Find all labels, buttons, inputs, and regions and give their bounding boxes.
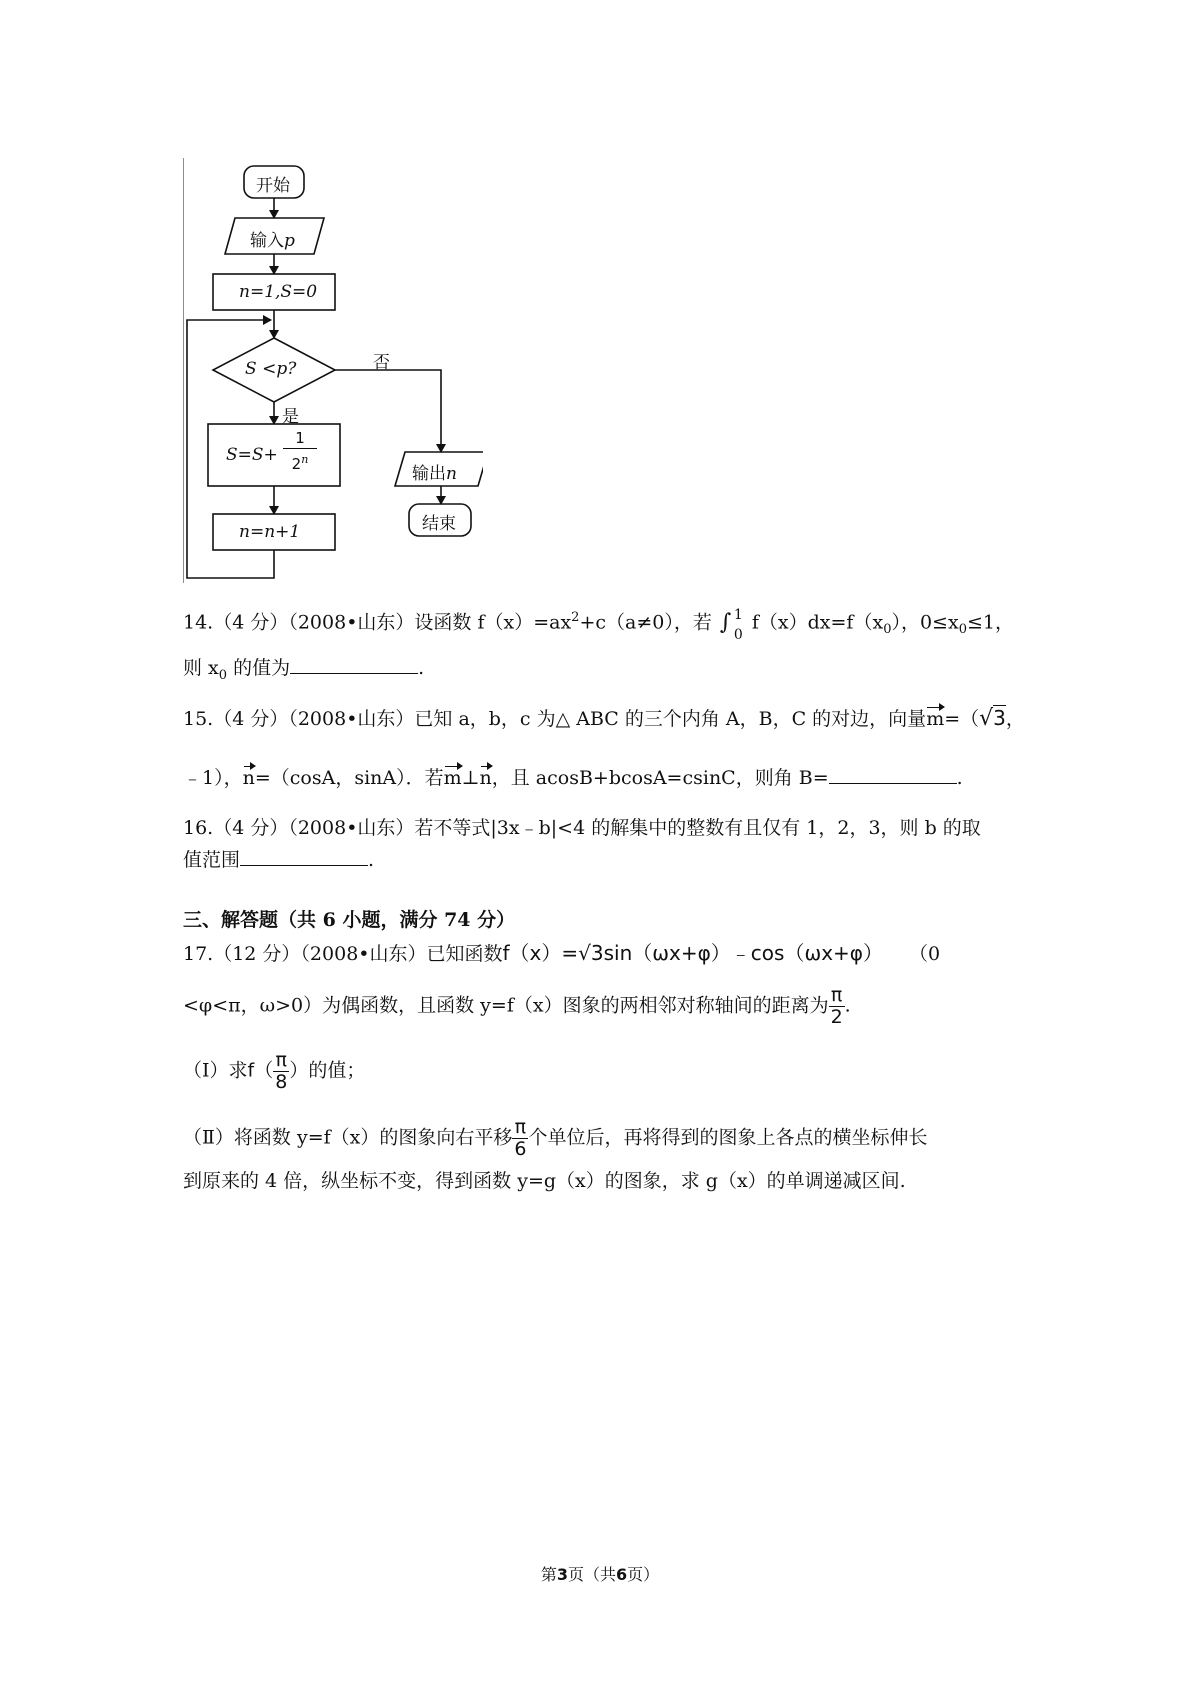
sqrt-arg: 3 — [993, 706, 1006, 730]
q15-comma: ， — [1005, 708, 1025, 730]
integral-sign — [718, 607, 752, 644]
q15-line2-c: ，且 acosB+bcosA=csinC，则角 B= — [491, 767, 829, 789]
q16-line2 — [0, 847, 1200, 873]
input-prefix: 输入 — [250, 231, 284, 251]
q14-sub0: 0 — [883, 622, 892, 638]
vector-m: m — [926, 708, 945, 730]
footer-c: 页） — [627, 1565, 660, 1584]
q14-exp: 2 — [571, 610, 580, 625]
q14-cond2: ≤1， — [966, 611, 1014, 634]
q14-head: 14.（4 分）（2008•山东）设函数 f（x）=ax — [183, 611, 572, 634]
increment-label: n=n+1 — [239, 522, 301, 542]
q17-part2-line2: 到原来的 4 倍，纵坐标不变，得到函数 y=g（x）的图象，求 g（x）的单调递减区间. — [183, 1170, 906, 1192]
assign-den-exp: n — [301, 453, 309, 466]
q16-period: . — [368, 849, 375, 871]
assign-num: 1 — [283, 428, 317, 449]
q14-line2-a: 则 x — [183, 657, 219, 679]
q17-part2-b: 个单位后，再将得到的图象上各点的横坐标伸长 — [528, 1126, 928, 1149]
q16-answer-blank[interactable] — [240, 847, 368, 866]
fraction-pi-8 — [273, 1050, 289, 1093]
q15-head: 15.（4 分）（2008•山东）已知 a，b，c 为△ ABC 的三个内角 A，B，C 的对边，向量 — [183, 708, 927, 730]
q15-eq-open: =（ — [944, 708, 980, 730]
q15-line2 — [0, 765, 1200, 791]
q15-period: . — [956, 767, 963, 789]
init-label: n=1,S=0 — [239, 282, 318, 302]
q15-line2-b: =（cosA，sinA）．若 — [254, 767, 444, 789]
footer-total-pages: 6 — [616, 1565, 628, 1584]
q14-mid: +c（a≠0），若 — [579, 611, 712, 634]
integral-icon: ∫ — [719, 610, 732, 636]
q17-tail1: （0 — [908, 943, 941, 965]
q14-line2-sub: 0 — [218, 667, 228, 683]
cond-lt: < — [262, 359, 277, 379]
q17-func: f（x）=√3sin（ωx+φ）﹣cos（ωx+φ） — [502, 941, 883, 965]
frac-num: π — [273, 1050, 289, 1072]
input-label — [250, 226, 295, 251]
yes-label: 是 — [282, 407, 299, 427]
q17-part1-b: 的值； — [308, 1059, 366, 1082]
vector-m-2: m — [443, 767, 462, 789]
q17-line2 — [0, 985, 1200, 1028]
footer-a: 第 — [540, 1565, 557, 1584]
assign-den-base: 2 — [291, 455, 302, 473]
q14-line2 — [0, 655, 1200, 689]
q14-line1 — [0, 605, 1200, 643]
q14-answer-blank[interactable] — [290, 655, 418, 674]
q17-part1-a: （Ⅰ）求 — [183, 1059, 248, 1082]
frac-num: π — [512, 1117, 528, 1139]
frac-den: 6 — [514, 1138, 527, 1160]
end-label: 结束 — [422, 514, 456, 534]
q14-period: . — [418, 657, 425, 679]
start-label: 开始 — [256, 176, 290, 196]
q17-part1-f: f（ — [247, 1059, 274, 1082]
q17-head: 17.（12 分）（2008•山东）已知函数 — [183, 943, 503, 965]
assign-lhs: S=S+ — [226, 445, 278, 465]
output-prefix: 输出 — [412, 464, 446, 484]
q17-line2-a: <φ<π，ω>0）为偶函数，且函数 y=f（x）图象的两相邻对称轴间的距离为 — [183, 994, 829, 1017]
perp-symbol: ⊥ — [461, 767, 480, 789]
output-var: n — [446, 464, 457, 484]
fraction-pi-6 — [512, 1117, 528, 1160]
q17-part1-close: ） — [289, 1059, 309, 1082]
vector-n: n — [242, 767, 255, 789]
q16-line2-text: 值范围 — [183, 849, 241, 871]
page-footer — [0, 1562, 1200, 1585]
fraction-pi-2 — [829, 985, 845, 1028]
q17-part2-line1 — [0, 1117, 1200, 1160]
q17-line1 — [0, 940, 1200, 967]
condition-label — [245, 359, 296, 379]
q15-line1 — [0, 705, 1200, 732]
cond-s: S — [245, 359, 257, 379]
frac-den: 2 — [830, 1006, 843, 1028]
frac-den: 8 — [275, 1071, 288, 1093]
vector-n-2: n — [479, 767, 492, 789]
q16-line1: 16.（4 分）（2008•山东）若不等式|3x﹣b|<4 的解集中的整数有且仅有 1，2，3，则 b 的取 — [183, 817, 981, 839]
q14-line2-b: 的值为 — [233, 657, 291, 679]
cond-p: p? — [276, 359, 297, 379]
assign-den — [283, 450, 317, 474]
integral-upper: 1 — [733, 607, 743, 624]
q14-cond1: ），0≤x — [891, 611, 959, 634]
sqrt-icon: √ — [979, 706, 994, 731]
footer-page-number: 3 — [556, 1565, 568, 1584]
q17-part2-a: （Ⅱ）将函数 y=f（x）的图象向右平移 — [183, 1126, 513, 1149]
output-label — [412, 459, 457, 484]
section-3-heading: 三、解答题（共 6 小题，满分 74 分） — [183, 909, 516, 931]
q14-sub1: 0 — [958, 622, 967, 638]
integral-lower: 0 — [733, 627, 743, 644]
q17-line2-end: . — [844, 994, 851, 1017]
no-label: 否 — [373, 353, 390, 373]
flowchart — [183, 158, 483, 583]
footer-b: 页（共 — [567, 1565, 616, 1584]
q15-line2-a: ﹣1）， — [183, 767, 243, 789]
q17-part1 — [0, 1050, 1200, 1093]
q15-answer-blank[interactable] — [829, 765, 957, 784]
q14-after-int: f（x）dx=f（x — [751, 611, 884, 634]
input-var: p — [284, 231, 295, 251]
frac-num: π — [829, 985, 845, 1007]
